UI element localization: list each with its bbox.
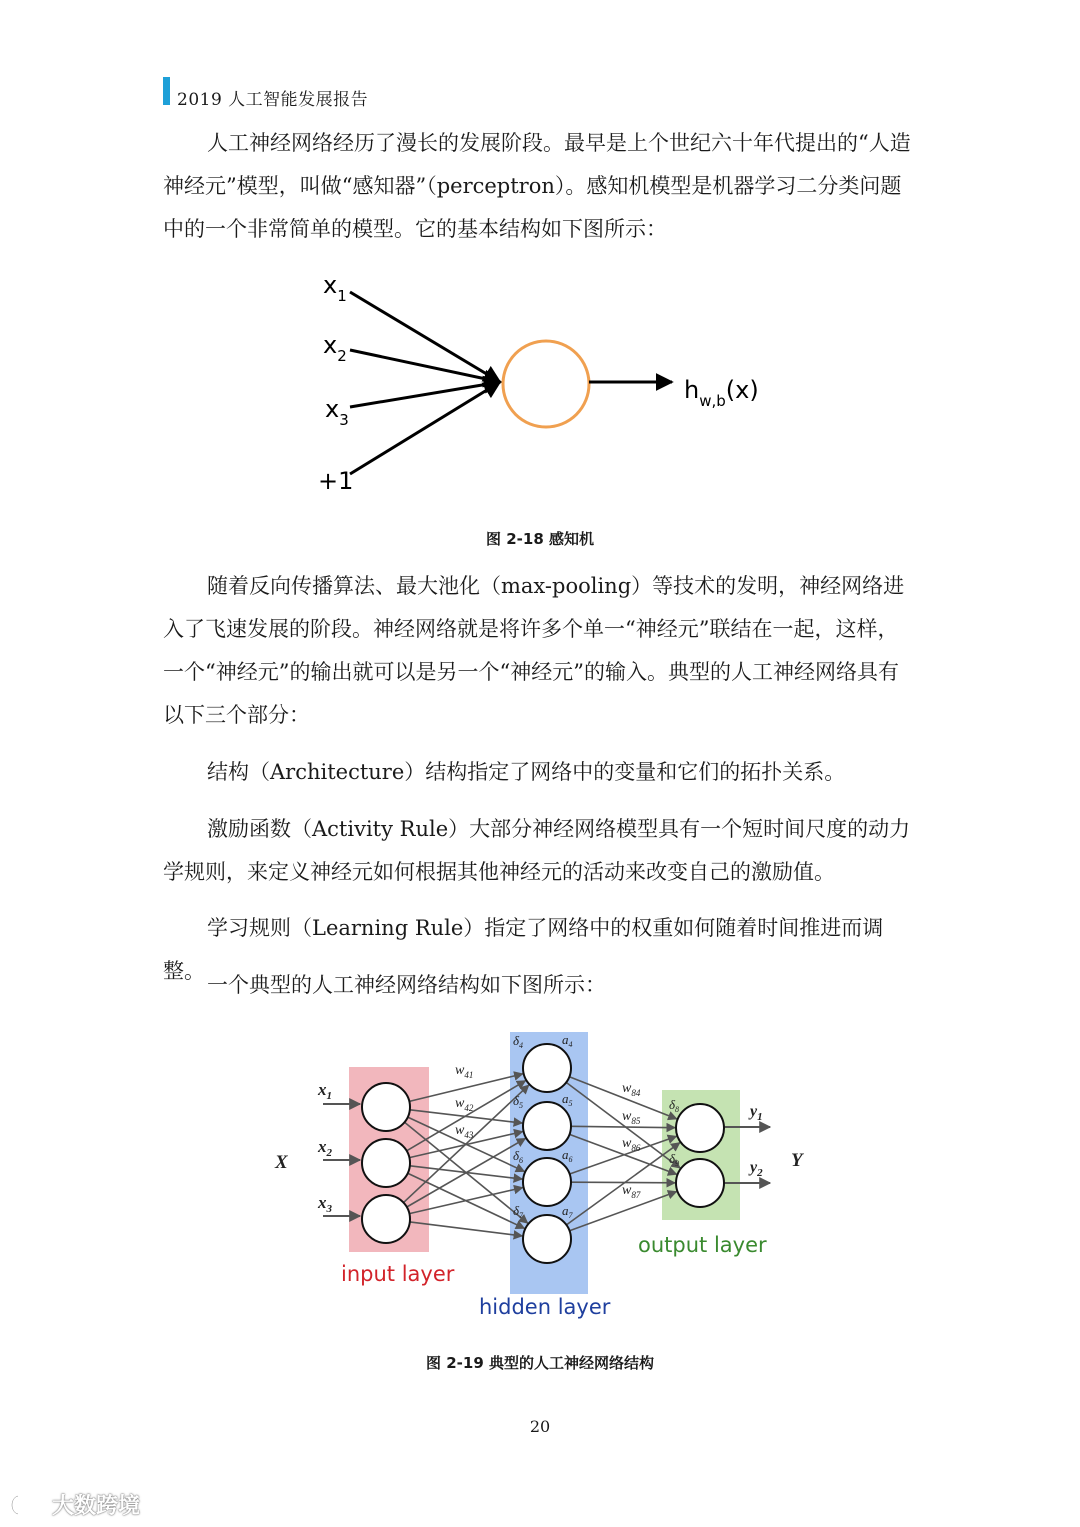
input-label-x2: $x_2$ bbox=[318, 1137, 332, 1159]
hidden-node-6 bbox=[523, 1158, 571, 1206]
hidden-a-6: $a_6$ bbox=[562, 1147, 573, 1164]
paragraph-figure-intro-text: 一个典型的人工神经网络结构如下图所示： bbox=[207, 973, 606, 997]
watermark bbox=[8, 1489, 140, 1520]
watermark-logo-icon bbox=[8, 1492, 48, 1518]
output-delta-8: $\delta_8$ bbox=[669, 1097, 680, 1114]
paragraph-intro-text: 人工神经网络经历了漫长的发展阶段。最早是上个世纪六十年代提出的“人造神经元”模型，叫做“感知器”（perceptron）。感知机模型是机器学习二分类问题中的一个非常简单的模型。它的基本结构如下图所示： bbox=[163, 131, 911, 241]
output-delta-9: $\delta_9$ bbox=[669, 1151, 680, 1168]
paragraph-activity-rule bbox=[163, 808, 918, 894]
output-layer-label: output layer bbox=[638, 1233, 767, 1257]
neural-network-diagram bbox=[0, 1020, 1080, 1330]
Y-label: Y bbox=[791, 1150, 803, 1171]
hidden-delta-7: $\delta_7$ bbox=[513, 1203, 524, 1220]
perceptron-diagram bbox=[0, 262, 1080, 522]
hidden-node-7 bbox=[523, 1215, 571, 1263]
output-label-y2: $y_2$ bbox=[750, 1159, 763, 1179]
hidden-layer-label: hidden layer bbox=[479, 1295, 611, 1319]
hidden-delta-5: $\delta_5$ bbox=[513, 1093, 524, 1110]
paragraph-learning-rule-text: 学习规则（Learning Rule）指定了网络中的权重如何随着时间推进而调整。 bbox=[163, 916, 884, 983]
weight-label-w41: $w_{41}$ bbox=[455, 1063, 474, 1080]
perceptron-input-x2: $x_2$ bbox=[323, 331, 347, 365]
weight-label-w85: $w_{85}$ bbox=[622, 1109, 641, 1126]
hidden-a-5: $a_5$ bbox=[562, 1091, 573, 1108]
paragraph-architecture bbox=[163, 751, 918, 794]
weight-label-w84: $w_{84}$ bbox=[622, 1081, 641, 1098]
input-node-1 bbox=[362, 1083, 410, 1131]
page-number: 20 bbox=[529, 1417, 551, 1436]
weight-label-w87: $w_{87}$ bbox=[622, 1183, 641, 1200]
paragraph-intro bbox=[163, 122, 918, 251]
header-title: 2019 人工智能发展报告 bbox=[177, 90, 369, 110]
perceptron-edge-x1 bbox=[350, 292, 500, 382]
output-node-9 bbox=[676, 1159, 724, 1207]
input-label-x1: $x_1$ bbox=[318, 1080, 332, 1102]
perceptron-edge-x2 bbox=[350, 350, 500, 382]
figure2-caption: 图 2-19 典型的人工神经网络结构 bbox=[426, 1354, 654, 1372]
hidden-delta-6: $\delta_6$ bbox=[513, 1148, 524, 1165]
perceptron-input-x1: $x_1$ bbox=[323, 271, 347, 305]
header-accent-bar bbox=[163, 77, 170, 105]
paragraph-nn-intro-text: 随着反向传播算法、最大池化（max-pooling）等技术的发明，神经网络进入了飞速发展的阶段。神经网络就是将许多个单一“神经元”联结在一起，这样，一个“神经元”的输出就可以是另一个“神经元”的输入。典型的人工神经网络具有以下三个部分： bbox=[163, 574, 905, 727]
output-label-y1: $y_1$ bbox=[750, 1103, 763, 1123]
output-node-8 bbox=[676, 1104, 724, 1152]
perceptron-input-bias: +1 bbox=[318, 467, 354, 495]
paragraph-figure-intro bbox=[163, 964, 918, 1007]
figure1-caption: 图 2-18 感知机 bbox=[486, 530, 594, 548]
input-layer-label: input layer bbox=[341, 1262, 455, 1286]
hidden-node-5 bbox=[523, 1102, 571, 1150]
X-label: X bbox=[275, 1152, 288, 1173]
perceptron-output-label: $h_{w,b}(x)$ bbox=[684, 376, 759, 410]
watermark-text: 大数跨境 bbox=[52, 1494, 141, 1519]
perceptron-neuron bbox=[503, 341, 589, 427]
hidden-delta-4: $\delta_4$ bbox=[513, 1033, 524, 1050]
weight-label-w43: $w_{43}$ bbox=[455, 1123, 474, 1140]
hidden-a-7: $a_7$ bbox=[562, 1203, 573, 1220]
weight-label-w42: $w_{42}$ bbox=[455, 1096, 474, 1113]
input-node-2 bbox=[362, 1139, 410, 1187]
hidden-node-4 bbox=[523, 1044, 571, 1092]
input-node-3 bbox=[362, 1195, 410, 1243]
paragraph-architecture-text: 结构（Architecture）结构指定了网络中的变量和它们的拓扑关系。 bbox=[207, 760, 846, 784]
perceptron-input-x3: $x_3$ bbox=[325, 395, 349, 429]
hidden-a-4: $a_4$ bbox=[562, 1032, 573, 1049]
input-label-x3: $x_3$ bbox=[318, 1193, 332, 1215]
paragraph-activity-rule-text: 激励函数（Activity Rule）大部分神经网络模型具有一个短时间尺度的动力学规则，来定义神经元如何根据其他神经元的活动来改变自己的激励值。 bbox=[163, 817, 911, 884]
paragraph-nn-intro bbox=[163, 565, 918, 737]
weight-label-w86: $w_{86}$ bbox=[622, 1136, 641, 1153]
